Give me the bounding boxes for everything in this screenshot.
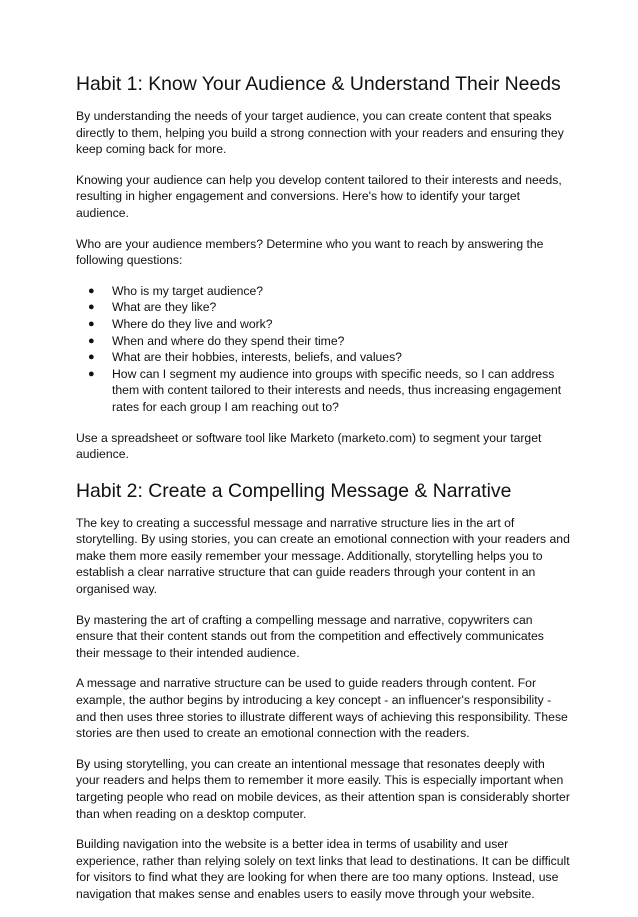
list-item-text: How can I segment my audience into groups with specific needs, so I can address them with content tailored to their interests and needs, thus increasing engagement rates for each group I am reaching out to? [112,366,562,414]
section-2-paragraph: By mastering the art of crafting a compelling message and narrative, copywriters can ensure that their content stands out from the competition and effectively communicates their message to their intended audience. [76,612,544,660]
list-item [76,316,570,333]
bullet-icon: ● [88,284,95,297]
list-item [76,349,570,366]
section-1-closing: Use a spreadsheet or software tool like Marketo (marketo.com) to segment your target audience. [76,430,542,462]
list-item-text: What are their hobbies, interests, beliefs, and values? [112,350,402,365]
list-item [76,299,570,316]
list-item [76,366,570,416]
bullet-icon: ● [88,367,95,380]
section-2-paragraph: The key to creating a successful message and narrative structure lies in the art of storytelling. By using stories, you can create an emotional connection with your readers and make them more easily remember your message. Additionally, storytelling helps you to establish a clear narrative structure that can guide readers through your content in an organised way. [76,515,570,597]
section-1-heading: Habit 1: Know Your Audience & Understand Their Needs [76,73,561,95]
bullet-icon: ● [88,334,95,347]
list-item [76,333,570,350]
document-page [76,72,570,917]
section-2-heading: Habit 2: Create a Compelling Message & Narrative [76,479,512,502]
bullet-icon: ● [88,301,95,314]
section-2-paragraph: Building navigation into the website is a better idea in terms of usability and user experience, rather than relying solely on text links that lead to destinations. It can be difficult for visitors to find what they are looking for when there are too many options. Instead, use navigation that makes sense and enables users to easily move through your website. [76,837,570,901]
list-item-text: Where do they live and work? [112,316,273,331]
section-1-paragraph: By understanding the needs of your target audience, you can create content that speaks directly to them, helping you build a strong connection with your readers and ensuring they keep coming back for more. [76,109,564,157]
section-1-paragraph: Who are your audience members? Determine who you want to reach by answering the following questions: [76,236,544,268]
section-2-paragraph: By using storytelling, you can create an intentional message that resonates deeply with your readers and helps them to remember it more easily. This is especially important when targeting people who read on mobile devices, as their attention span is considerably shorter than when reading on a desktop computer. [76,756,570,821]
list-item-text: Who is my target audience? [112,283,264,298]
section-1-paragraph: Knowing your audience can help you develop content tailored to their interests and needs, resulting in higher engagement and conversions. Here's how to identify your target audience. [76,172,562,220]
list-item-text: When and where do they spend their time? [112,333,345,348]
list-item [76,283,570,300]
audience-questions-list [76,283,570,416]
bullet-icon: ● [88,351,95,364]
bullet-icon: ● [88,317,95,330]
section-2-paragraph: A message and narrative structure can be used to guide readers through content. For example, the author begins by introducing a key concept - an influencer's responsibility - and then uses three stories to illustrate different ways of achieving this responsibility. These stories are then used to create an emotional connection with the readers. [76,676,568,741]
list-item-text: What are they like? [112,300,217,315]
